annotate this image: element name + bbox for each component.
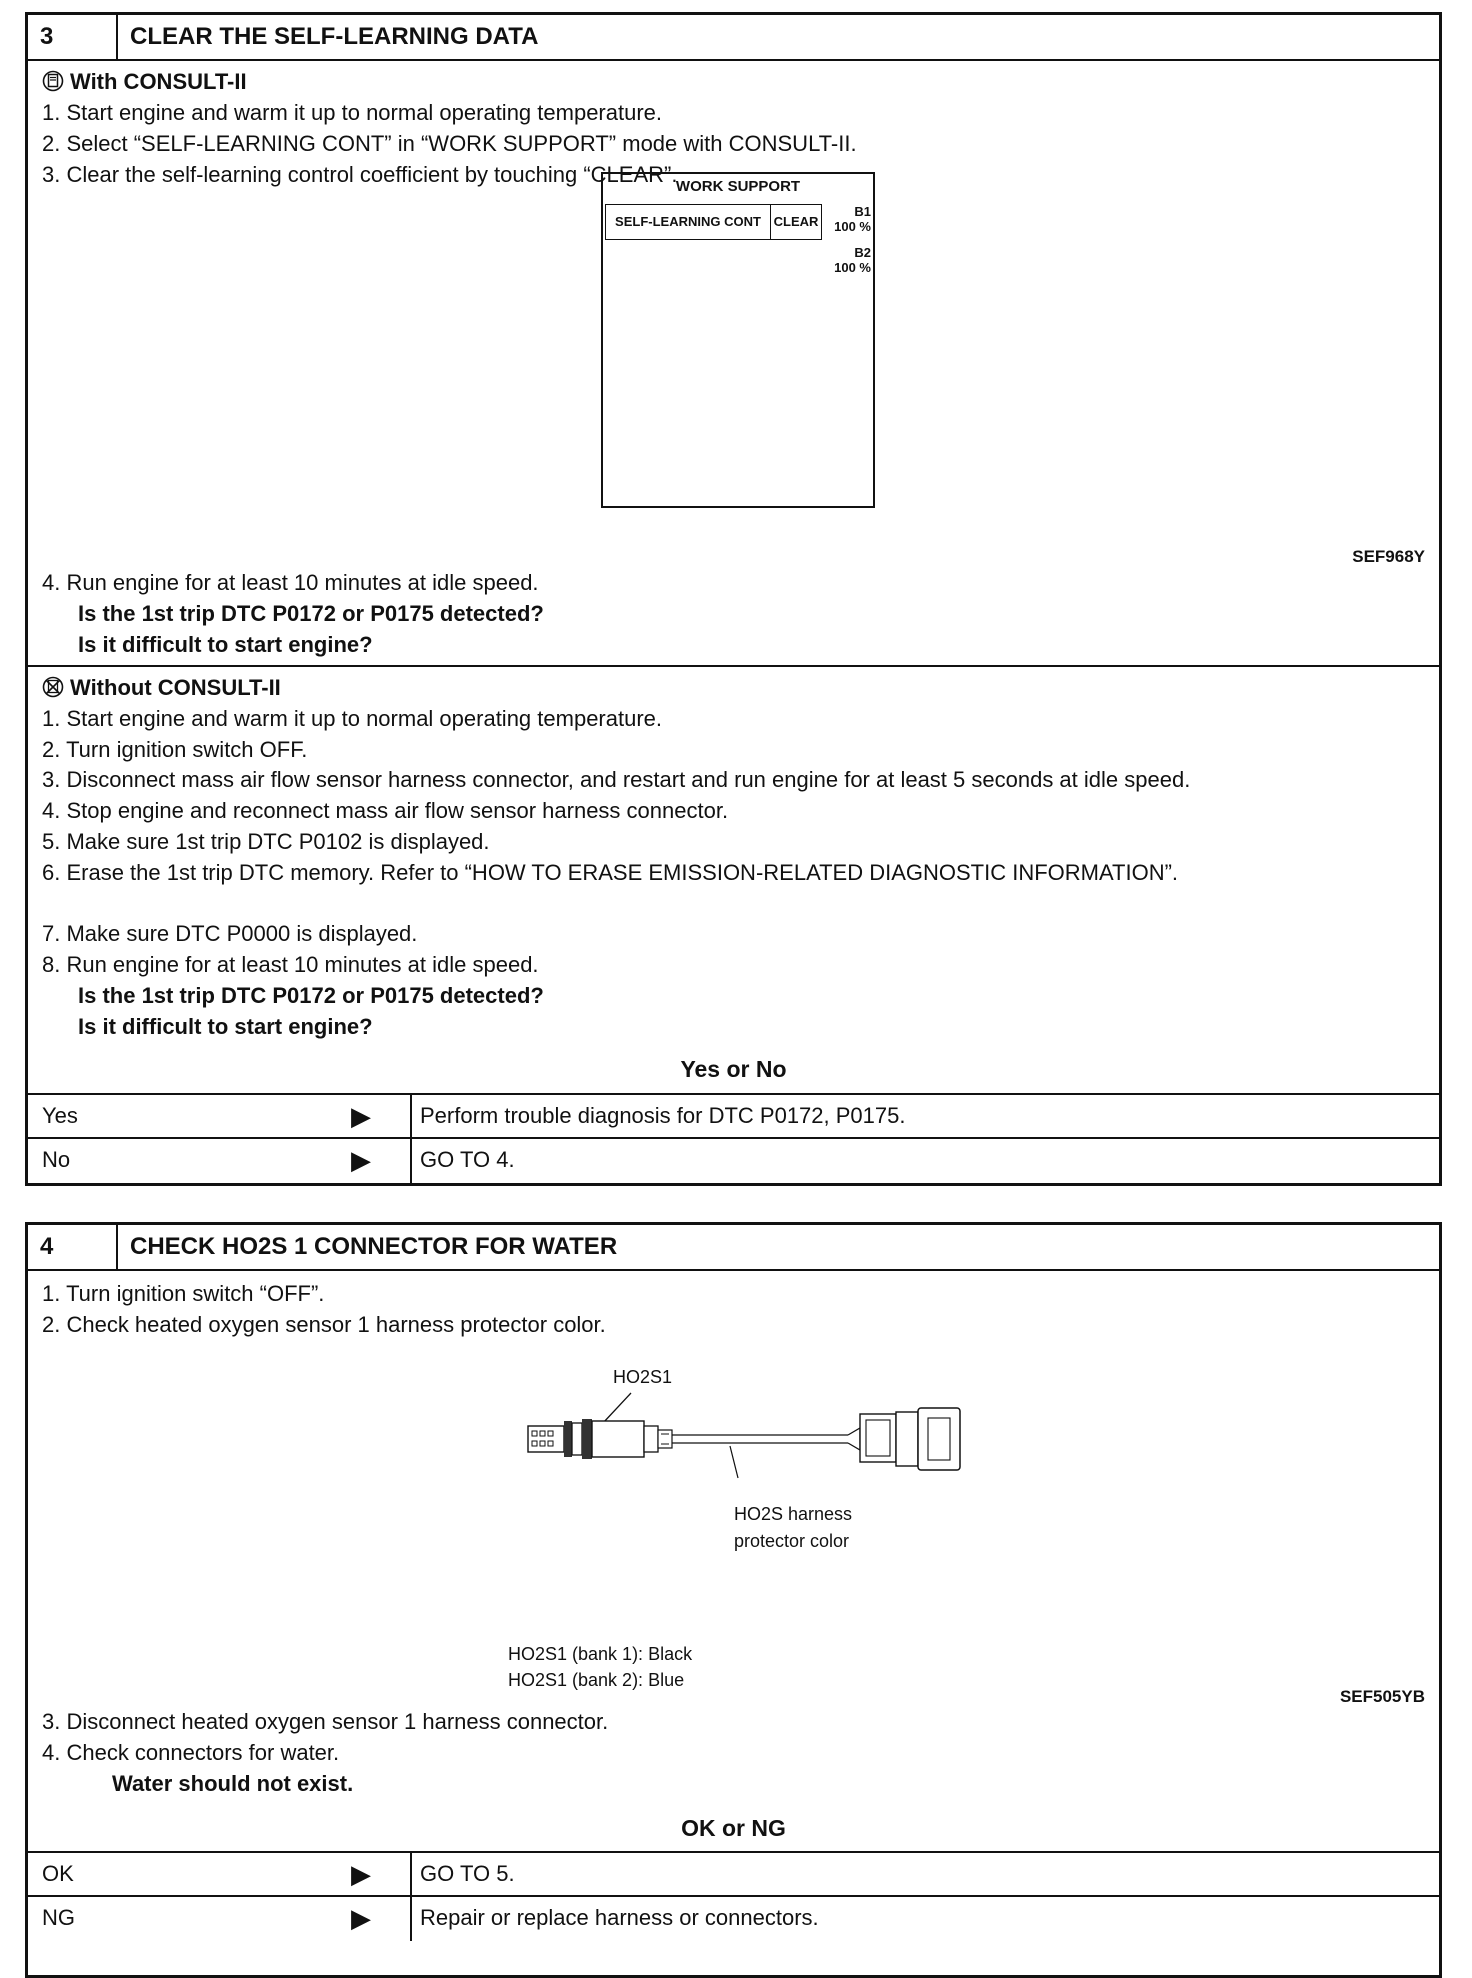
harness-label-1: HO2S harness (734, 1504, 853, 1524)
with-step-1: 1. Start engine and warm it up to normal operating temperature. (42, 100, 663, 125)
without-step-2: 2. Turn ignition switch OFF. (42, 737, 308, 762)
ho2s1-label: HO2S1 (613, 1367, 673, 1387)
consult-tool-icon (42, 70, 64, 100)
water-note: Water should not exist. (112, 1771, 354, 1796)
result-action: GO TO 4. (420, 1147, 515, 1172)
no-consult-icon (42, 676, 64, 706)
row-divider (410, 1139, 412, 1183)
screen-title: WORK SUPPORT (675, 178, 801, 195)
arrow-icon: ▶ (351, 1101, 371, 1131)
self-learning-cont-cell: SELF-LEARNING CONT (605, 204, 771, 240)
b1-label: B1 (854, 204, 871, 219)
without-step-4: 4. Stop engine and reconnect mass air flow sensor harness connector. (42, 798, 729, 823)
without-consult-heading (42, 673, 281, 706)
bank-1-color: HO2S1 (bank 1): Black (508, 1644, 693, 1664)
b2-readout (821, 245, 871, 275)
without-step-5: 5. Make sure 1st trip DTC P0102 is displayed. (42, 829, 490, 854)
without-step-1: 1. Start engine and warm it up to normal operating temperature. (42, 706, 663, 731)
result-label: OK (42, 1861, 74, 1886)
harness-label-2: protector color (734, 1531, 850, 1551)
b2-value: 100 % (834, 260, 871, 275)
figure-id: SEF505YB (1339, 1687, 1425, 1706)
result-label: Yes (42, 1103, 78, 1128)
row-divider (410, 1897, 412, 1941)
row-divider (410, 1853, 412, 1897)
result-row-ng (28, 1895, 1439, 1941)
arrow-icon: ▶ (351, 1903, 371, 1933)
result-row-yes (28, 1093, 1439, 1139)
section-divider (28, 665, 1439, 667)
with-consult-label: With CONSULT-II (70, 69, 247, 94)
result-row-ok (28, 1851, 1439, 1897)
decision-heading: OK or NG (681, 1815, 786, 1841)
result-label: No (42, 1147, 71, 1172)
without-question-2: Is it difficult to start engine? (78, 1014, 373, 1039)
step-4-box (25, 1222, 1442, 1978)
step4-line-1: 1. Turn ignition switch “OFF”. (42, 1281, 325, 1306)
with-question-2: Is it difficult to start engine? (78, 632, 373, 657)
step4-line-3: 3. Disconnect heated oxygen sensor 1 harness connector. (42, 1709, 609, 1734)
without-step-7: 7. Make sure DTC P0000 is displayed. (42, 921, 418, 946)
b1-readout (821, 204, 871, 234)
without-question-1: Is the 1st trip DTC P0172 or P0175 detected? (78, 983, 544, 1008)
step-4-header (28, 1225, 1439, 1271)
ho2s1-sensor-drawing (498, 1390, 998, 1480)
step-number: 4 (28, 1225, 118, 1269)
step4-line-4: 4. Check connectors for water. (42, 1740, 340, 1765)
with-step-2: 2. Select “SELF-LEARNING CONT” in “WORK SUPPORT” mode with CONSULT-II. (42, 131, 857, 156)
work-support-screen (601, 172, 875, 508)
arrow-icon: ▶ (351, 1859, 371, 1889)
figure-id: SEF968Y (1352, 547, 1425, 566)
step-number: 3 (28, 15, 118, 59)
b2-label: B2 (854, 245, 871, 260)
result-action: GO TO 5. (420, 1861, 515, 1886)
clear-button: CLEAR (770, 204, 822, 240)
bank-2-color: HO2S1 (bank 2): Blue (508, 1670, 685, 1690)
without-step-8: 8. Run engine for at least 10 minutes at idle speed. (42, 952, 539, 977)
row-divider (410, 1095, 412, 1139)
result-row-no (28, 1137, 1439, 1183)
step4-line-2: 2. Check heated oxygen sensor 1 harness protector color. (42, 1312, 606, 1337)
without-step-3: 3. Disconnect mass air flow sensor harness connector, and restart and run engine for at least 5 seconds at idle speed. (42, 767, 1191, 792)
result-action: Perform trouble diagnosis for DTC P0172, P0175. (420, 1103, 906, 1128)
b1-value: 100 % (834, 219, 871, 234)
step-3-header (28, 15, 1439, 61)
with-step-3: 3. Clear the self-learning control coefficient by touching “CLEAR”. (42, 162, 678, 187)
with-step-4: 4. Run engine for at least 10 minutes at idle speed. (42, 570, 539, 595)
result-action: Repair or replace harness or connectors. (420, 1905, 819, 1930)
result-label: NG (42, 1905, 75, 1930)
without-step-6: 6. Erase the 1st trip DTC memory. Refer to “HOW TO ERASE EMISSION-RELATED DIAGNOSTIC INFORMATION”. (42, 860, 1179, 885)
arrow-icon: ▶ (351, 1145, 371, 1175)
with-question-1: Is the 1st trip DTC P0172 or P0175 detected? (78, 601, 544, 626)
step-title: CHECK HO2S 1 CONNECTOR FOR WATER (130, 1233, 618, 1260)
with-consult-heading (42, 67, 247, 100)
step-3-box (25, 12, 1442, 1186)
without-consult-label: Without CONSULT-II (70, 675, 281, 700)
step-title: CLEAR THE SELF-LEARNING DATA (130, 23, 539, 50)
decision-heading: Yes or No (680, 1056, 787, 1082)
